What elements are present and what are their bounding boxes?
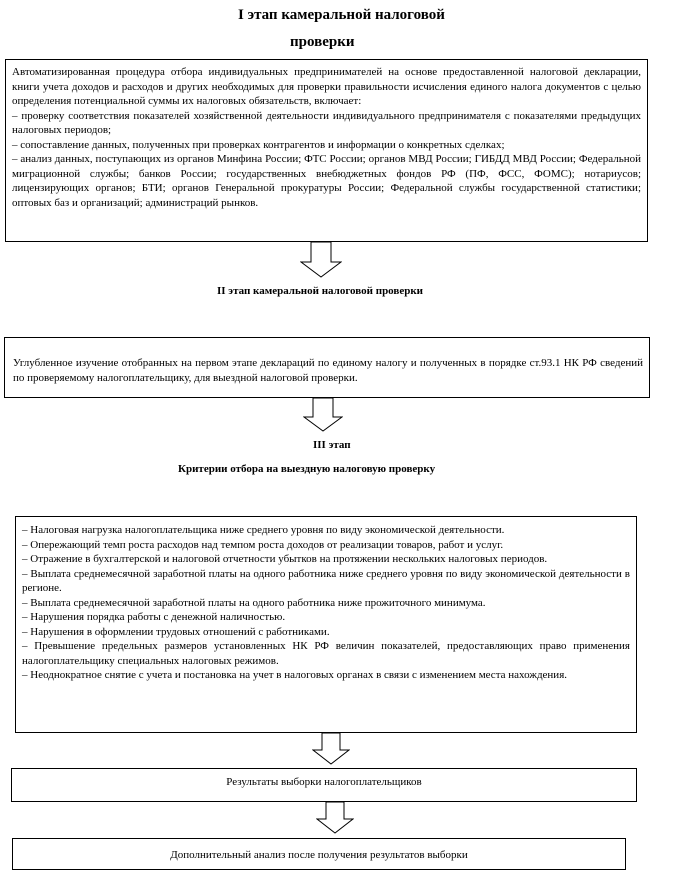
- stage2-text: Углубленное изучение отобранных на первом этапе деклараций по единому налогу и полученных в порядке ст.93.1 НК РФ сведений по проверяемому налогоплательщику, для выездной налоговой проверки.: [13, 357, 643, 384]
- criteria-item: – Неоднократное снятие с учета и постановка на учет в налоговых органах в связи с изменением места нахождения.: [22, 669, 568, 681]
- stage1-item: – сопоставление данных, полученных при проверках контрагентов и информации о конкретных сделках;: [12, 138, 505, 151]
- criteria-item: – Нарушения в оформлении трудовых отношений с работниками.: [22, 625, 330, 638]
- down-arrow-icon: [300, 242, 342, 278]
- additional-analysis-text: Дополнительный анализ после получения результатов выборки: [170, 849, 468, 861]
- stage1-title-line1: I этап камеральной налоговой: [238, 7, 445, 23]
- down-arrow-icon: [303, 398, 343, 432]
- stage1-box: [5, 59, 648, 242]
- criteria-item: – Превышение предельных размеров установленных НК РФ величин показателей, предоставляющих право применения налогоплательщику специальных налоговых режимов.: [22, 640, 630, 667]
- criteria-item: – Опережающий темп роста расходов над темпом роста доходов от реализации товаров, работ и услуг.: [22, 538, 504, 551]
- stage1-title-line2: проверки: [290, 34, 355, 50]
- stage3-subtitle: Критерии отбора на выездную налоговую проверку: [178, 463, 436, 475]
- stage3-title: III этап: [313, 439, 351, 451]
- down-arrow-icon: [316, 802, 354, 834]
- additional-analysis-box: [12, 838, 626, 870]
- stage3-criteria-box: [15, 516, 637, 733]
- down-arrow-icon: [312, 733, 350, 765]
- results-box: [11, 768, 637, 802]
- criteria-item: – Нарушения порядка работы с денежной наличностью.: [22, 611, 286, 623]
- criteria-item: – Выплата среднемесячной заработной платы на одного работника ниже среднего уровня по виду экономической деятельности в регионе.: [22, 567, 630, 594]
- criteria-item: – Выплата среднемесячной заработной платы на одного работника ниже прожиточного минимума.: [22, 596, 486, 609]
- stage1-intro-paragraph: Автоматизированная процедура отбора индивидуальных предпринимателей на основе предоставленной налоговой декларации, книги учета доходов и расходов и других необходимых для проверки правильности исчисления единого налога документов с целью определения потенциальной суммы их налоговых обязательств, включает:: [12, 66, 641, 107]
- stage2-title: II этап камеральной налоговой проверки: [217, 285, 424, 297]
- results-text: Результаты выборки налогоплательщиков: [226, 776, 422, 788]
- criteria-item: – Отражение в бухгалтерской и налоговой отчетности убытков на протяжении нескольких налоговых периодов.: [22, 553, 548, 565]
- stage1-item: – проверку соответствия показателей хозяйственной деятельности индивидуального предпринимателя с показателями предыдущих налоговых периодов;: [12, 109, 641, 136]
- stage2-box: [4, 337, 650, 398]
- stage1-item: – анализ данных, поступающих из органов Минфина России; ФТС России; органов МВД России; ГИБДД МВД России; Федеральной миграционной службы; банков России; государственных внебюджетных фондов РФ (ПФ, ФСС, ФОМС); нотариусов; лицензирующих органов; БТИ; органов Генеральной прокуратуры России; Федеральной службы государственной статистики; оптовых баз и организаций; администраций рынков.: [12, 153, 641, 209]
- criteria-item: – Налоговая нагрузка налогоплательщика ниже среднего уровня по виду экономической деятельности.: [22, 524, 505, 536]
